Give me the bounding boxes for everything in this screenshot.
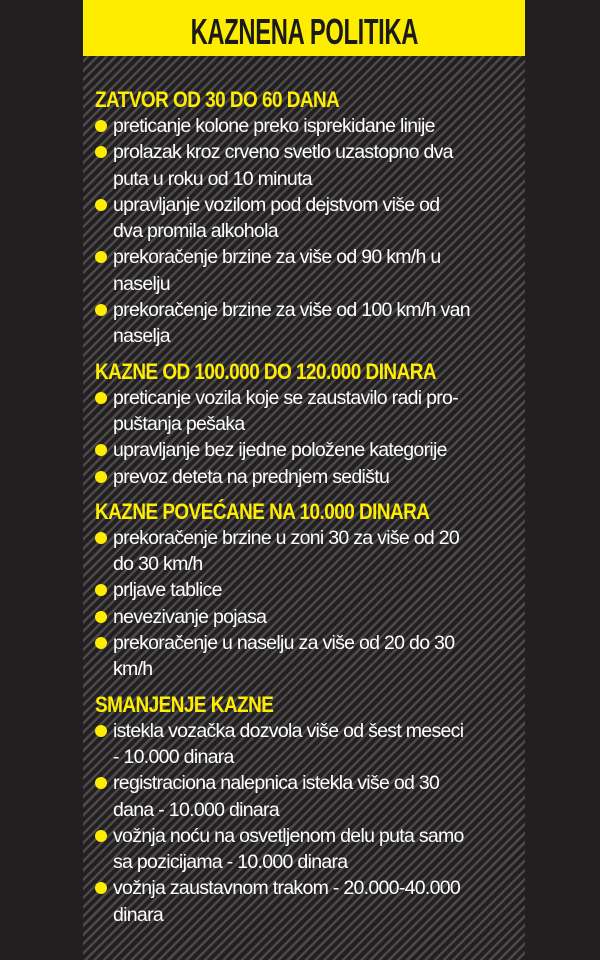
list-item (95, 718, 525, 771)
bullet-dot-icon (95, 611, 107, 623)
list-item (95, 604, 525, 630)
list-item-text: do 30 km/h (113, 553, 203, 576)
bullet-dot-icon (95, 251, 107, 263)
list-item-text: sa pozicijama - 10.000 dinara (113, 851, 348, 874)
list-item-text: puta u roku od 10 minuta (113, 167, 312, 190)
bullet-dot-icon (95, 532, 107, 544)
list-item-text: prevoz deteta na prednjem sedištu (113, 465, 390, 488)
list-item (95, 139, 525, 192)
list-item-text: upravljanje vozilom pod dejstvom više od (113, 193, 440, 216)
list-item (95, 770, 525, 823)
bullet-dot-icon (95, 471, 107, 483)
section-heading: ZATVOR OD 30 DO 60 DANA (95, 87, 340, 112)
list-item-text: dinara (113, 903, 164, 926)
list-item (95, 297, 525, 350)
penalty-section (95, 358, 525, 490)
list-item (95, 823, 525, 876)
list-item-text: registraciona nalepnica istekla više od 30 (113, 772, 440, 795)
bullet-dot-icon (95, 882, 107, 894)
penalty-section (95, 86, 525, 350)
bullet-dot-icon (95, 304, 107, 316)
bullet-dot-icon (95, 725, 107, 737)
list-item-text: dva promila alkohola (113, 220, 278, 243)
list-item-text: prekoračenje brzine za više od 90 km/h u (113, 246, 441, 269)
list-item-text: vožnja noću na osvetljenom delu puta samo (113, 824, 464, 847)
penalty-section (95, 691, 525, 928)
bullet-dot-icon (95, 392, 107, 404)
section-heading: KAZNE POVEĆANE NA 10.000 DINARA (95, 498, 430, 524)
list-item-text: preticanje kolone preko isprekidane linije (113, 115, 435, 137)
list-item-text: puštanja pešaka (113, 412, 245, 435)
list-item-text: naselja (113, 325, 170, 348)
list-item (95, 525, 525, 578)
list-item-text: preticanje vozila koje se zaustavilo radi pro- (113, 386, 458, 409)
list-item-text: prljave tablice (113, 579, 222, 602)
bullet-dot-icon (95, 830, 107, 842)
bullet-dot-icon (95, 777, 107, 789)
list-item (95, 464, 525, 490)
list-item-text: dana - 10.000 dinara (113, 798, 279, 821)
section-heading: SMANJENJE KAZNE (95, 691, 274, 717)
bullet-dot-icon (95, 637, 107, 649)
list-item (95, 437, 525, 463)
list-item-text: - 10.000 dinara (113, 745, 234, 768)
section-heading: KAZNE OD 100.000 DO 120.000 DINARA (95, 358, 437, 384)
list-item-text: upravljanje bez ijedne položene kategorije (113, 439, 447, 462)
bullet-dot-icon (95, 120, 107, 132)
list-item (95, 875, 525, 928)
bullet-dot-icon (95, 146, 107, 158)
penalty-list (95, 86, 525, 936)
list-item (95, 577, 525, 603)
list-item-text: km/h (113, 658, 153, 681)
header-banner (83, 0, 525, 56)
list-item-text: prolazak kroz crveno svetlo uzastopno dva (113, 141, 453, 164)
list-item-text: nevezivanje pojasa (113, 605, 267, 628)
page-title: KAZNENA POLITIKA (190, 11, 418, 52)
penalty-section (95, 498, 525, 683)
list-item (95, 113, 525, 139)
list-item-text: istekla vozačka dozvola više od šest meseci (113, 719, 464, 742)
bullet-dot-icon (95, 584, 107, 596)
list-item-text: prekoračenje brzine za više od 100 km/h van (113, 299, 470, 322)
bullet-dot-icon (95, 199, 107, 211)
list-item (95, 244, 525, 297)
list-item (95, 385, 525, 438)
list-item (95, 630, 525, 683)
list-item (95, 192, 525, 245)
list-item-text: vožnja zaustavnom trakom - 20.000-40.000 (113, 877, 461, 900)
bullet-dot-icon (95, 444, 107, 456)
list-item-text: prekoračenje brzine u zoni 30 za više od 20 (113, 526, 460, 549)
list-item-text: prekoračenje u naselju za više od 20 do 30 (113, 632, 455, 655)
list-item-text: naselju (113, 272, 170, 295)
